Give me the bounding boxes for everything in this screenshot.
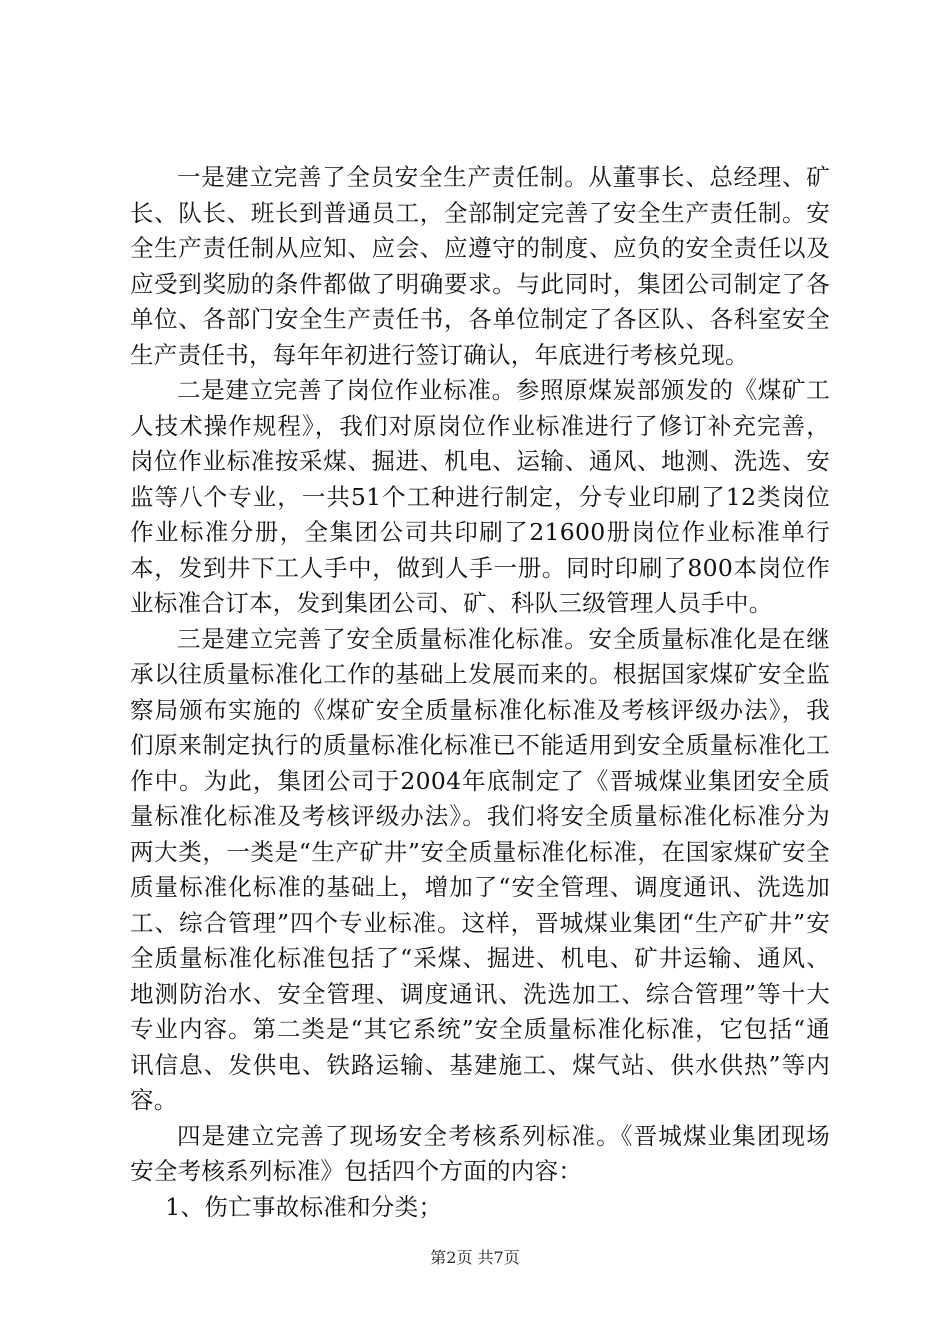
paragraph-3: 三是建立完善了安全质量标准化标准。安全质量标准化是在继承以往质量标准化工作的基础上发展而来的。根据国家煤矿安全监察局颁布实施的《煤矿安全质量标准化标准及考核评级办法》，我们原来制定执行的质量标准化标准已不能适用到安全质量标准化工作中。为此，集团公司于2004年底制定了《晋城煤业集团安全质量标准化标准及考核评级办法》。我们将安全质量标准化标准分为两大类，一类是“生产矿井”安全质量标准化标准，在国家煤矿安全质量标准化标准的基础上，增加了“安全管理、调度通讯、洗选加工、综合管理”四个专业标准。这样，晋城煤业集团“生产矿井”安全质量标准化标准包括了“采煤、掘进、机电、矿井运输、通风、地测防治水、安全管理、调度通讯、洗选加工、综合管理”等十大专业内容。第二类是“其它系统”安全质量标准化标准，它包括“通讯信息、发供电、铁路运输、基建施工、煤气站、供水供热”等内容。 <box>130 624 830 1114</box>
paragraph-1: 一是建立完善了全员安全生产责任制。从董事长、总经理、矿长、队长、班长到普通员工，全部制定完善了安全生产责任制。安全生产责任制从应知、应会、应遵守的制度、应负的安全责任以及应受到奖励的条件都做了明确要求。与此同时，集团公司制定了各单位、各部门安全生产责任书，各单位制定了各区队、各科室安全生产责任书，每年年初进行签订确认，年底进行考核兑现。 <box>130 163 830 369</box>
paragraph-2: 二是建立完善了岗位作业标准。参照原煤炭部颁发的《煤矿工人技术操作规程》，我们对原岗位作业标准进行了修订补充完善，岗位作业标准按采煤、掘进、机电、运输、通风、地测、洗选、安监等八个专业，一共51个工种进行制定，分专业印刷了12类岗位作业标准分册，全集团公司共印刷了21600册岗位作业标准单行本，发到井下工人手中，做到人手一册。同时印刷了800本岗位作业标准合订本，发到集团公司、矿、科队三级管理人员手中。 <box>130 376 830 617</box>
page-number: 第2页 共7页 <box>430 1248 520 1267</box>
paragraph-4: 四是建立完善了现场安全考核系列标准。《晋城煤业集团现场安全考核系列标准》包括四个方面的内容： <box>130 1121 830 1185</box>
document-body <box>130 160 830 1225</box>
list-item: 1、伤亡事故标准和分类； <box>165 1192 443 1221</box>
